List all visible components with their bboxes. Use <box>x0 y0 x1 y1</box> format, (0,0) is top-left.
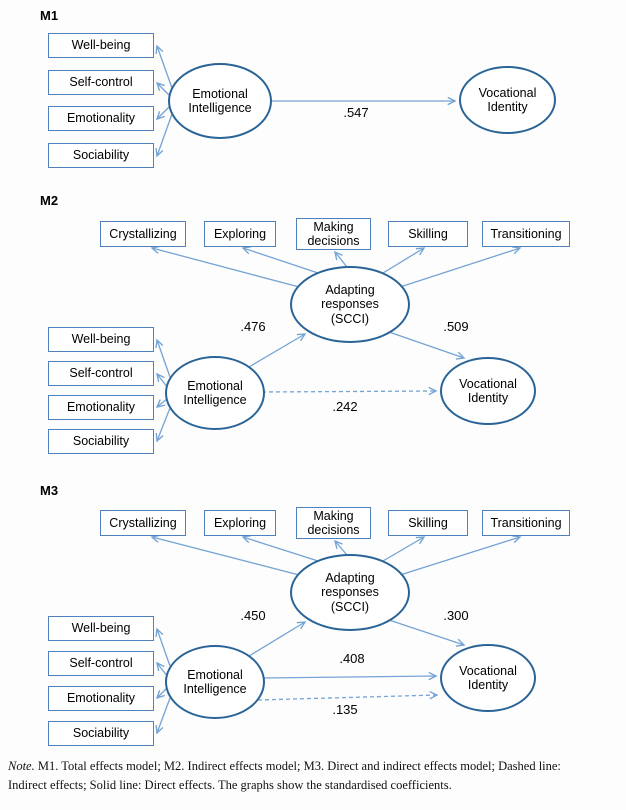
ellipse-label: Adapting responses (SCCI) <box>321 570 379 614</box>
note <box>8 757 620 795</box>
arrow-m2-ei-sociability <box>157 408 170 441</box>
coef-m3-adapt-vi: .300 <box>443 608 469 623</box>
arrow-m2-adapt-transitioning <box>397 248 520 288</box>
box-emotionality: Emotionality <box>48 395 154 420</box>
box-emotionality: Emotionality <box>48 686 154 711</box>
arrow-m1-ei-sociability <box>157 114 172 156</box>
ellipse-label: Adapting responses (SCCI) <box>321 282 379 326</box>
arrow-m3-ei-vi-dashed <box>258 695 437 700</box>
box-making-decisions: Making decisions <box>296 507 371 539</box>
note-line2: Indirect effects; Solid line: Direct effects. The graphs show the standardised coefficients. <box>8 777 452 792</box>
ellipse-emotional-intelligence <box>165 645 265 719</box>
model-label-m1: M1 <box>40 8 59 23</box>
arrow-m3-adapt-transitioning <box>397 537 520 576</box>
arrow-m3-adapt-crystallizing <box>152 537 303 576</box>
arrow-m3-ei-adapt <box>249 622 305 656</box>
arrow-m2-adapt-vi <box>389 332 464 358</box>
coef-m3-ei-vi-direct: .408 <box>339 651 365 666</box>
coef-m3-ei-vi-indirect: .135 <box>332 702 358 717</box>
arrow-m3-ei-sociability <box>157 698 170 733</box>
box-self-control: Self-control <box>48 361 154 386</box>
box-well-being: Well-being <box>48 33 154 58</box>
arrow-m3-adapt-exploring <box>243 537 318 561</box>
arrow-m2-ei-vi-dashed <box>262 391 436 392</box>
coef-m2-ei-vi-indirect: .242 <box>332 399 358 414</box>
ellipse-label: Vocational Identity <box>478 85 537 114</box>
coef-m2-ei-adapt: .476 <box>240 319 266 334</box>
box-sociability: Sociability <box>48 721 154 746</box>
coef-m2-adapt-vi: .509 <box>443 319 469 334</box>
box-self-control: Self-control <box>48 651 154 676</box>
box-skilling: Skilling <box>388 510 468 536</box>
box-skilling: Skilling <box>388 221 468 247</box>
arrow-m3-adapt-vi <box>389 620 464 645</box>
box-well-being: Well-being <box>48 616 154 641</box>
box-emotionality: Emotionality <box>48 106 154 131</box>
coef-m1-total: .547 <box>343 105 369 120</box>
note-line1: M1. Total effects model; M2. Indirect effects model; M3. Direct and indirect effects model; Dashed line: <box>34 759 561 773</box>
model-label-m3: M3 <box>40 483 59 498</box>
ellipse-label: Emotional Intelligence <box>183 667 247 696</box>
arrow-m3-ei-wellbeing <box>157 629 170 666</box>
box-well-being: Well-being <box>48 327 154 352</box>
box-exploring: Exploring <box>204 510 276 536</box>
ellipse-label: Vocational Identity <box>459 376 517 405</box>
arrow-m2-adapt-makingdecisions <box>335 252 347 267</box>
ellipse-vocational-identity <box>459 66 556 134</box>
ellipse-emotional-intelligence <box>168 63 272 139</box>
ellipse-adapting-responses <box>290 266 410 343</box>
box-sociability: Sociability <box>48 143 154 168</box>
box-transitioning: Transitioning <box>482 510 570 536</box>
arrow-m2-adapt-crystallizing <box>152 248 303 288</box>
box-crystallizing: Crystallizing <box>100 221 186 247</box>
note-prefix: Note. <box>8 759 35 773</box>
box-crystallizing: Crystallizing <box>100 510 186 536</box>
box-making-decisions: Making decisions <box>296 218 371 250</box>
arrow-m3-ei-vi-solid <box>262 676 436 678</box>
coef-m3-ei-adapt: .450 <box>240 608 266 623</box>
box-transitioning: Transitioning <box>482 221 570 247</box>
ellipse-adapting-responses <box>290 554 410 631</box>
arrow-m3-adapt-makingdecisions <box>335 541 347 555</box>
arrow-m2-ei-wellbeing <box>157 340 170 377</box>
ellipse-label: Emotional Intelligence <box>183 378 247 407</box>
ellipse-label: Vocational Identity <box>459 663 517 692</box>
ellipse-vocational-identity <box>440 357 536 425</box>
ellipse-vocational-identity <box>440 644 536 712</box>
arrow-m2-ei-adapt <box>249 334 305 367</box>
model-label-m2: M2 <box>40 193 59 208</box>
ellipse-label: Emotional Intelligence <box>188 86 252 115</box>
ellipse-emotional-intelligence <box>165 356 265 430</box>
box-self-control: Self-control <box>48 70 154 95</box>
arrow-m1-ei-wellbeing <box>157 46 172 88</box>
arrow-m2-adapt-skilling <box>383 248 424 273</box>
box-sociability: Sociability <box>48 429 154 454</box>
box-exploring: Exploring <box>204 221 276 247</box>
arrow-m3-adapt-skilling <box>383 537 424 561</box>
arrow-m2-adapt-exploring <box>243 248 318 273</box>
